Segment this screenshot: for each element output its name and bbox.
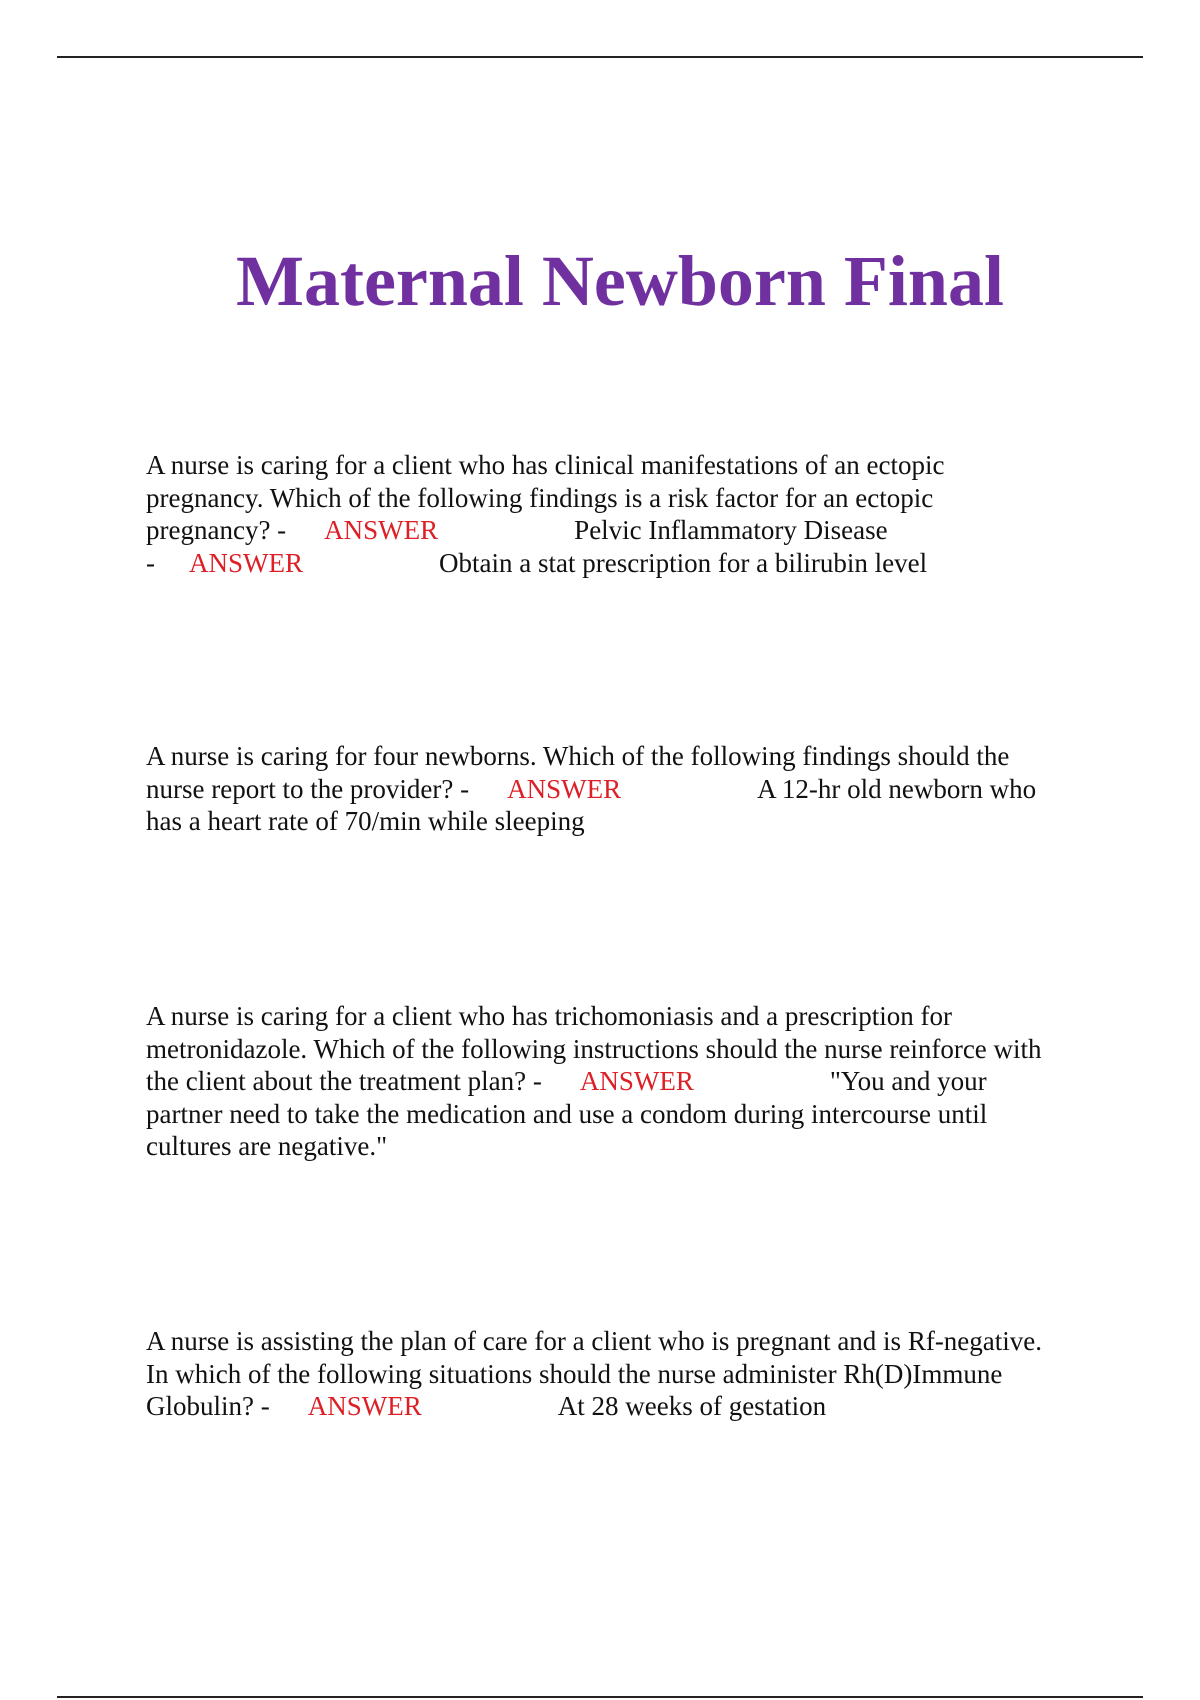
document-title: Maternal Newborn Final [236, 241, 1004, 321]
question-answer-line [146, 1065, 1096, 1098]
dash-prefix: - [146, 547, 155, 578]
answer-text: Pelvic Inflammatory Disease [574, 515, 888, 545]
extra-answer-line [146, 547, 1096, 580]
answer-marker: ANSWER [579, 1066, 694, 1096]
bottom-rule [57, 1696, 1143, 1698]
question-answer-line [146, 1390, 1096, 1423]
question-line: nurse report to the provider? - [146, 773, 470, 804]
question-line: the client about the treatment plan? - [146, 1066, 542, 1096]
qa-item-1 [146, 449, 1096, 579]
answer-marker: ANSWER [307, 1391, 422, 1421]
qa-item-3 [146, 1000, 1096, 1163]
answer-marker: ANSWER [189, 547, 303, 578]
question-line: metronidazole. Which of the following instructions should the nurse reinforce with [146, 1033, 1042, 1064]
question-line: pregnancy? - [146, 515, 287, 545]
question-answer-line [146, 773, 1096, 806]
question-line: A nurse is assisting the plan of care for a client who is pregnant and is Rf-negative. [146, 1326, 1043, 1356]
answer-text: has a heart rate of 70/min while sleeping [146, 806, 585, 836]
answer-marker: ANSWER [324, 515, 439, 545]
question-line: pregnancy. Which of the following findings is a risk factor for an ectopic [146, 482, 934, 513]
answer-text: A 12-hr old newborn who [757, 773, 1037, 804]
question-line: Globulin? - [146, 1391, 270, 1421]
question-line: A nurse is caring for four newborns. Which of the following findings should the [146, 741, 1010, 771]
answer-marker: ANSWER [507, 773, 622, 804]
question-line: In which of the following situations should the nurse administer Rh(D)Immune [146, 1358, 1003, 1389]
answer-text: Obtain a stat prescription for a bilirubin level [439, 547, 928, 578]
qa-item-2 [146, 740, 1096, 838]
answer-text: partner need to take the medication and use a condom during intercourse until [146, 1098, 988, 1129]
question-line: A nurse is caring for a client who has trichomoniasis and a prescription for [146, 1001, 953, 1031]
qa-item-4 [146, 1325, 1096, 1423]
answer-text: "You and your [829, 1066, 987, 1096]
question-answer-line [146, 514, 1096, 547]
answer-text: cultures are negative." [146, 1131, 388, 1161]
top-rule [57, 56, 1143, 58]
question-line: A nurse is caring for a client who has clinical manifestations of an ectopic [146, 450, 945, 480]
answer-text: At 28 weeks of gestation [557, 1391, 827, 1421]
